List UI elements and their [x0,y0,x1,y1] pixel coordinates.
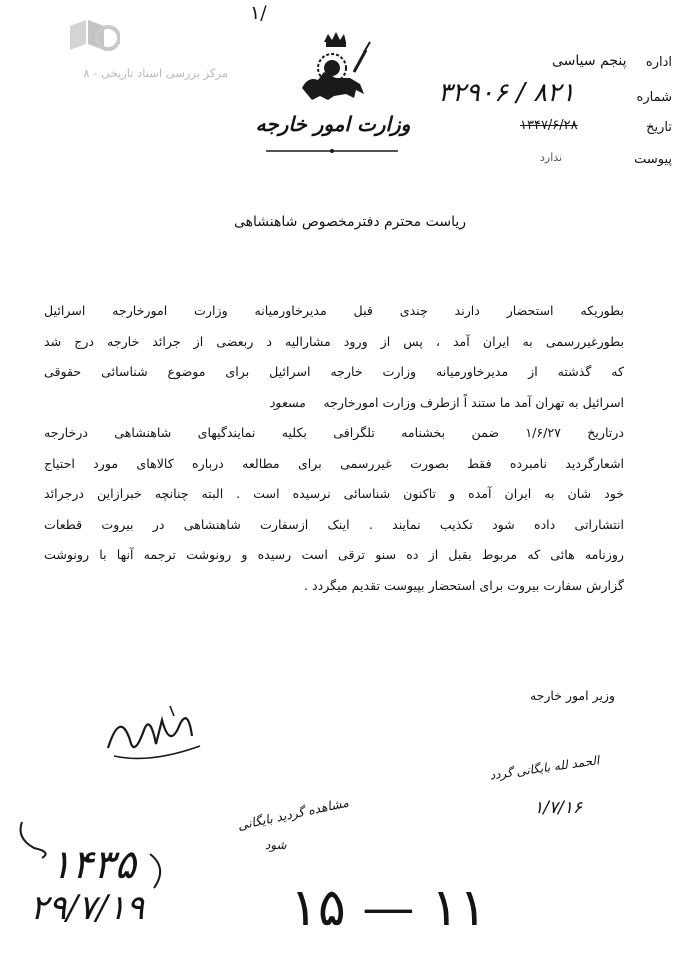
handwritten-reference-number: ۱۵ — ۱۱ [290,878,487,938]
handwritten-signature-icon [100,700,210,770]
handwritten-left-date: ۲۹/۷/۱۹ [30,888,145,928]
signer-title: وزیر امور خارجه [529,688,615,703]
body-line: درتاریخ ۱/۶/۲۷ ضمن بخشنامه تلگرافی بکلیه نمایندگیهای شاهنشاهی درخارجه [44,425,624,440]
ministry-underline [262,146,402,156]
archive-center-logo-icon [64,16,120,60]
handwritten-note-right: الحمد لله بایگانی گردد [488,753,601,783]
handwritten-note-right-date: ۱/۷/۱۶ [534,798,582,818]
number-value: ۳۲۹۰۶ / ۸۲۱ [438,78,576,108]
handwritten-note-middle: مشاهده گردید بایگانی [236,794,350,833]
lion-and-sun-crown-emblem-icon [294,28,374,108]
body-line-text: اسرائیل به تهران آمد ما ستند اً ازطرف وزارت امورخارجه [323,394,624,410]
handwritten-left-number: ۱۴۳۵ [50,842,136,888]
salutation: ریاست محترم دفترمخصوص شاهنشاهی [233,214,467,230]
attachment-label: پیوست [634,152,672,167]
date-label: تاریخ [646,120,672,135]
inline-handwritten-name: مسعود [269,394,306,410]
body-line: بطوریکه استحضار دارند چندی قبل مدیرخاورمیانه وزارت امورخارجه اسرائیل [44,303,624,318]
attachment-value: ندارد [540,151,563,164]
date-value: ۱۳۴۷/۶/۲۸ [520,118,578,133]
letter-body [44,296,624,601]
department-value: پنجم سیاسی [552,53,627,69]
watermark-text: مرکز بررسی اسناد تاریخی - ۸ [83,66,228,80]
ministry-name: وزارت امور خارجه [255,112,411,136]
department-label: اداره [645,55,672,70]
body-line: روزنامه هائی که مربوط بقبل از ده سنو ترقی است رسیده و رونوشت ترجمه آنها با رونوشت [44,547,624,562]
body-line: خود شان به ایران آمده و تاکنون شناسائی نرسیده است . البته چنانچه خبرازاین درجرائد [44,486,624,501]
top-page-mark: ۱/ [250,2,267,24]
body-line: اشعارگردید نامبرده فقط بصورت غیررسمی برای مطالعه درباره کالاهای مورد احتیاج [44,455,624,471]
body-line: انتشاراتی داده شود تکذیب نمایند . اینک ازسفارت شاهنشاهی در بیروت قطعات [44,516,624,532]
body-line: گزارش سفارت بیروت برای استحضار بپیوست تقدیم میگردد . [303,577,624,593]
body-line [44,388,624,419]
body-line: بطورغیررسمی به ایران آمد ، پس از ورود مشارالیه د ربعضی از جرائد خارجه درج شد [44,333,624,349]
body-line: که گذشته از مدیرخاورمیانه وزارت خارجه اسرائیل برای موضوع شناسائی حقوقی [44,364,624,379]
number-label: شماره [636,90,672,105]
handwritten-note-middle-sub: شود [265,838,287,852]
